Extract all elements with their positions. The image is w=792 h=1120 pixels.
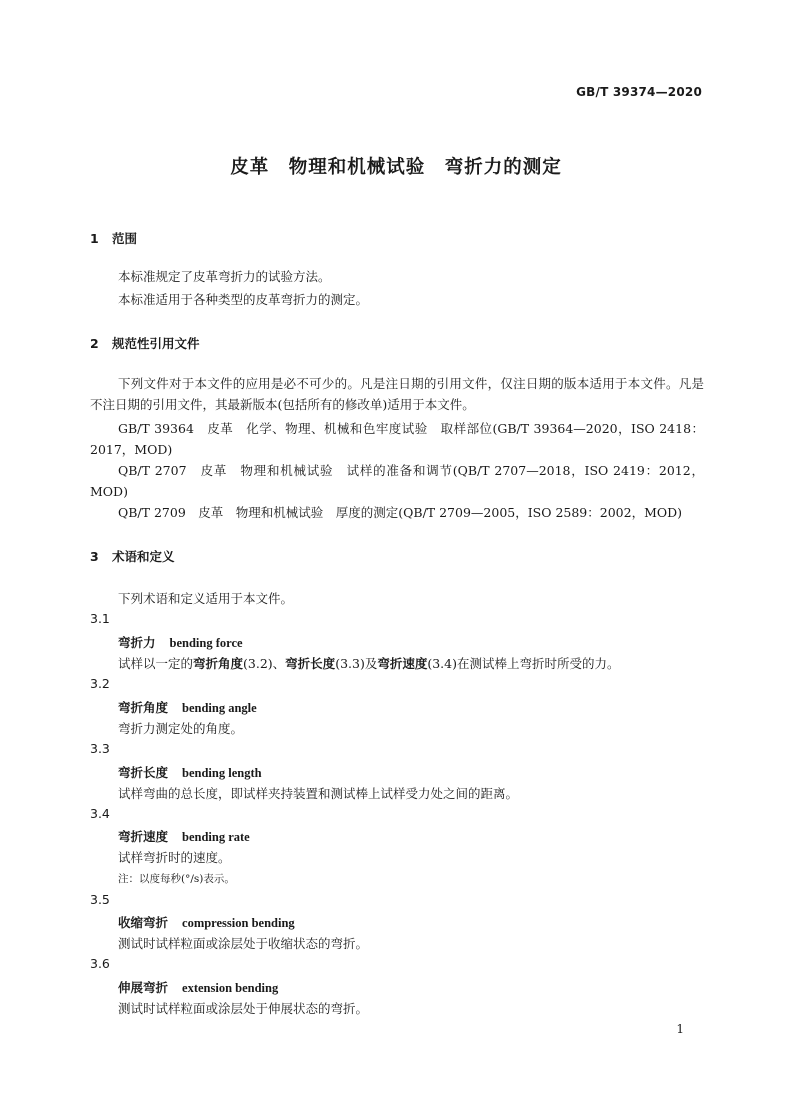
term-zh: 弯折力 xyxy=(118,635,156,650)
paragraph: 本标准规定了皮革弯折力的试验方法。 xyxy=(118,269,331,284)
paragraph: 下列术语和定义适用于本文件。 xyxy=(118,591,294,606)
term-heading xyxy=(118,827,250,845)
term-en: compression bending xyxy=(182,916,295,930)
section-heading-scope xyxy=(90,229,137,247)
term-heading xyxy=(118,978,278,996)
term-zh: 弯折速度 xyxy=(118,829,169,844)
definition-text: (3.3)及 xyxy=(335,656,378,671)
section-number: 2 xyxy=(90,336,99,351)
term-reference: 弯折角度 xyxy=(193,656,244,671)
term-number: 3.6 xyxy=(90,956,110,971)
term-en: extension bending xyxy=(182,981,279,995)
term-number: 3.5 xyxy=(90,892,110,907)
term-number: 3.1 xyxy=(90,611,110,626)
document-title: 皮革 物理和机械试验 弯折力的测定 xyxy=(230,157,562,178)
term-number: 3.2 xyxy=(90,676,110,691)
definition-text: (3.2)、 xyxy=(243,656,286,671)
term-definition: 测试时试样粒面或涂层处于收缩状态的弯折。 xyxy=(118,936,369,951)
term-zh: 弯折长度 xyxy=(118,765,169,780)
term-en: bending length xyxy=(182,766,262,780)
term-heading xyxy=(118,698,257,716)
term-reference: 弯折长度 xyxy=(285,656,336,671)
paragraph: 下列文件对于本文件的应用是必不可少的。凡是注日期的引用文件，仅注日期的版本适用于本文件。凡是不注日期的引用文件，其最新版本(包括所有的修改单)适用于本文件。 xyxy=(90,376,704,412)
term-reference: 弯折速度 xyxy=(377,656,428,671)
term-definition: 测试时试样粒面或涂层处于伸展状态的弯折。 xyxy=(118,1001,369,1016)
section-title: 术语和定义 xyxy=(112,549,175,564)
term-heading xyxy=(118,763,262,781)
term-heading xyxy=(118,633,243,651)
term-heading xyxy=(118,913,295,931)
term-en: bending force xyxy=(169,636,243,650)
term-definition: 试样弯曲的总长度，即试样夹持装置和测试棒上试样受力处之间的距离。 xyxy=(118,786,519,801)
term-definition: 试样弯折时的速度。 xyxy=(118,850,231,865)
reference-item: GB/T 39364 皮革 化学、物理、机械和色牢度试验 取样部位(GB/T 39364—2020，ISO 2418：2017，MOD) xyxy=(90,421,704,457)
reference-item: QB/T 2707 皮革 物理和机械试验 试样的准备和调节(QB/T 2707—2018，ISO 2419：2012，MOD) xyxy=(90,463,704,499)
section-heading-normative-references xyxy=(90,334,200,352)
term-zh: 收缩弯折 xyxy=(118,915,169,930)
term-definition xyxy=(118,654,619,672)
term-definition: 弯折力测定处的角度。 xyxy=(118,721,244,736)
section-number: 3 xyxy=(90,549,99,564)
page-number: 1 xyxy=(676,1022,684,1036)
term-number: 3.4 xyxy=(90,806,110,821)
section-number: 1 xyxy=(90,231,99,246)
term-en: bending rate xyxy=(182,830,250,844)
definition-text: (3.4)在测试棒上弯折时所受的力。 xyxy=(427,656,620,671)
section-title: 规范性引用文件 xyxy=(112,336,200,351)
note: 注：以度每秒(°/s)表示。 xyxy=(118,873,235,885)
term-zh: 伸展弯折 xyxy=(118,980,169,995)
term-number: 3.3 xyxy=(90,741,110,756)
reference-item: QB/T 2709 皮革 物理和机械试验 厚度的测定(QB/T 2709—2005，ISO 2589：2002，MOD) xyxy=(118,505,683,520)
paragraph: 本标准适用于各种类型的皮革弯折力的测定。 xyxy=(118,292,369,307)
definition-text: 试样以一定的 xyxy=(118,656,194,671)
section-title: 范围 xyxy=(112,231,138,246)
term-en: bending angle xyxy=(182,701,257,715)
standard-code: GB/T 39374—2020 xyxy=(576,85,702,99)
term-zh: 弯折角度 xyxy=(118,700,169,715)
section-heading-terms xyxy=(90,547,175,565)
